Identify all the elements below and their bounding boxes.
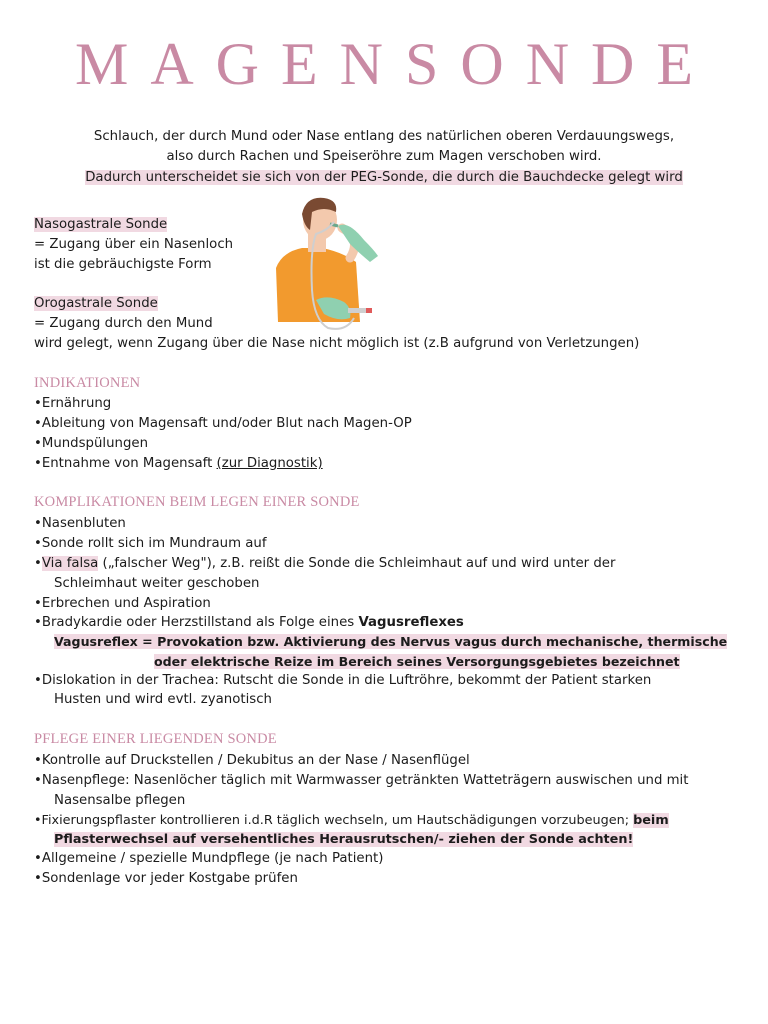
pflege-item: •Sondenlage vor jeder Kostgabe prüfen: [34, 871, 298, 886]
nasogastric-tube-illustration: [272, 190, 384, 335]
oro-line-2: wird gelegt, wenn Zugang über die Nase nicht möglich ist (z.B aufgrund von Verletzungen): [34, 336, 640, 351]
naso-line-2: ist die gebräuchigste Form: [34, 257, 212, 272]
vagus-definition-line-2: [154, 652, 680, 672]
pflege-item: •Nasenpflege: Nasenlöcher täglich mit Warmwasser getränkten Watteträgern auswischen und mit: [34, 773, 689, 788]
indikation-item: •Mundspülungen: [34, 436, 149, 451]
page-title: MAGENSONDE: [75, 31, 715, 97]
komplikation-item-cont: Husten und wird evtl. zyanotisch: [54, 692, 272, 707]
komplikation-item-text: („falscher Weg"), z.B. reißt die Sonde die Schleimhaut auf und wird unter der: [98, 556, 616, 571]
komplikation-item: •Sonde rollt sich im Mundraum auf: [34, 536, 267, 551]
intro-line-1: Schlauch, der durch Mund oder Nase entlang des natürlichen oberen Verdauungswegs,: [93, 129, 675, 144]
vagusreflex-bold: Vagusreflexes: [358, 615, 464, 630]
intro-line-3: [40, 168, 728, 188]
naso-heading-text: Nasogastrale Sonde: [34, 217, 168, 232]
bullet: •: [34, 556, 42, 571]
komplikation-item-text: •Bradykardie oder Herzstillstand als Folge eines: [34, 615, 359, 630]
komplikationen-heading: KOMPLIKATIONEN BEIM LEGEN EINER SONDE: [34, 494, 360, 510]
komplikation-item: [34, 613, 464, 633]
pflege-item: •Kontrolle auf Druckstellen / Dekubitus an der Nase / Nasenflügel: [34, 753, 470, 768]
komplikation-item: •Dislokation in der Trachea: Rutscht die Sonde in die Luftröhre, bekommt der Patient starken: [34, 673, 652, 688]
pflege-item-cont: [54, 830, 633, 850]
pflege-bold-highlight: Pflasterwechsel auf versehentliches Herausrutschen/- ziehen der Sonde achten!: [54, 832, 634, 847]
via-falsa-highlight: Via falsa: [41, 556, 99, 571]
indikation-item: •Ableitung von Magensaft und/oder Blut nach Magen-OP: [34, 416, 412, 431]
vagus-definition-highlight: oder elektrische Reize im Bereich seines Versorgungsgebietes bezeichnet: [154, 654, 680, 669]
indikation-item-text: •Entnahme von Magensaft: [34, 456, 217, 471]
komplikation-item: [34, 554, 615, 574]
pflege-item-cont: Nasensalbe pflegen: [54, 793, 186, 808]
komplikation-item: •Erbrechen und Aspiration: [34, 596, 211, 611]
indikation-item-underlined: (zur Diagnostik): [216, 456, 323, 471]
intro-highlight: Dadurch unterscheidet sie sich von der PEG-Sonde, die durch die Bauchdecke gelegt wird: [85, 170, 683, 185]
komplikation-item: •Nasenbluten: [34, 516, 126, 531]
indikationen-heading: INDIKATIONEN: [34, 375, 141, 391]
komplikation-item-cont: Schleimhaut weiter geschoben: [54, 576, 260, 591]
vagus-definition-line-1: [54, 632, 727, 652]
indikation-item: •Ernährung: [34, 396, 112, 411]
pflege-item: •Allgemeine / spezielle Mundpflege (je nach Patient): [34, 851, 384, 866]
pflege-item: [34, 811, 669, 831]
oro-heading-text: Orogastrale Sonde: [34, 296, 158, 311]
pflege-item-text: •Fixierungspflaster kontrollieren i.d.R täglich wechseln, um Hautschädigungen vorzubeugen;: [34, 813, 634, 828]
indikation-item: [34, 454, 323, 474]
pflege-bold-highlight: beim: [633, 813, 669, 828]
oro-line-1: = Zugang durch den Mund: [34, 316, 213, 331]
intro-line-2: also durch Rachen und Speiseröhre zum Magen verschoben wird.: [166, 149, 602, 164]
vagus-definition-highlight: Vagusreflex = Provokation bzw. Aktivierung des Nervus vagus durch mechanische, thermische: [54, 634, 728, 649]
oro-heading: [34, 294, 158, 314]
naso-line-1: = Zugang über ein Nasenloch: [34, 237, 234, 252]
naso-heading: [34, 215, 167, 235]
pflege-heading: PFLEGE EINER LIEGENDEN SONDE: [34, 731, 277, 747]
